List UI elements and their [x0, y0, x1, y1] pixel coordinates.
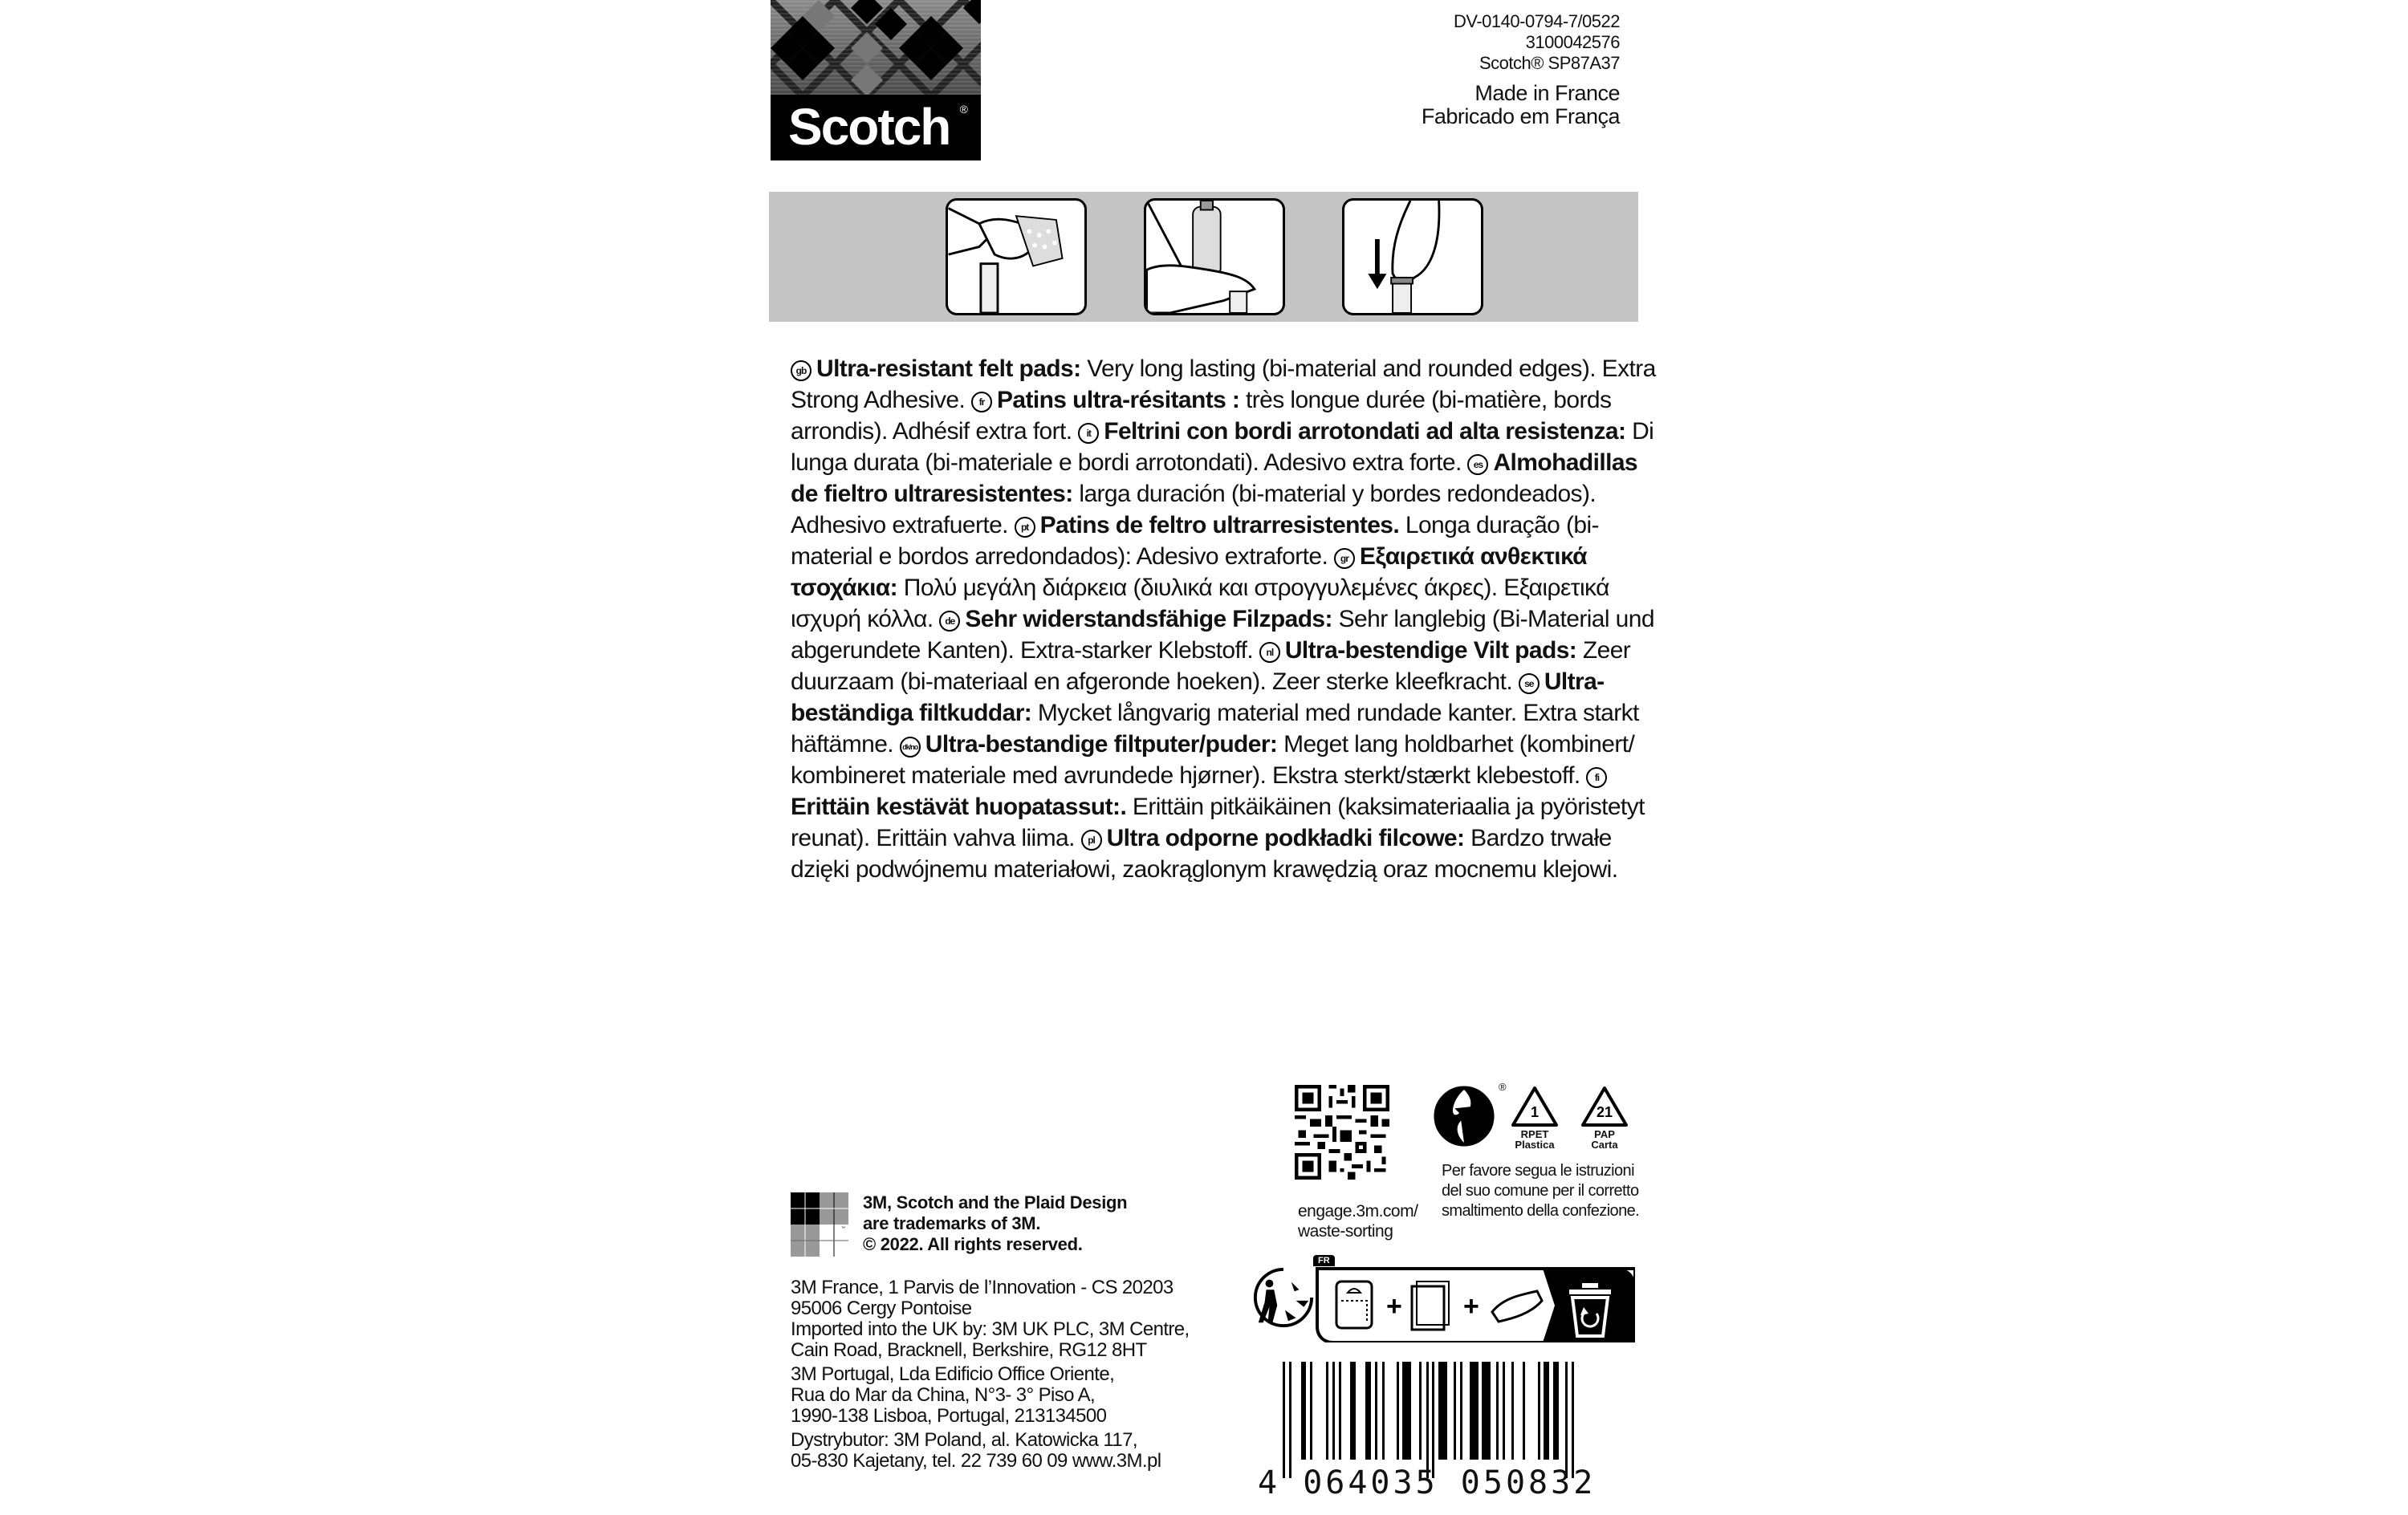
- lang-badge-de: de: [939, 611, 960, 632]
- lang-badge-gb: gb: [791, 360, 811, 381]
- description-dk-no: dk/no Ultra-bestandige filtputer/puder: Meget lang holdbarhet (kombinert/ kombineret materiale med avrundede hjørner). Ekstra sterkt/stærkt klebestoff.: [791, 731, 1635, 789]
- origin-en: Made in France: [1474, 81, 1620, 105]
- description-pl: pl Ultra odporne podkładki filcowe: Bardzo trwałe dzięki podwójnemu materiałowi, zaokrąglonym krawędzią oraz mocnemu klejowi.: [791, 825, 1618, 883]
- lang-badge-dk-no: dk/no: [900, 737, 921, 758]
- plaid-pattern: [771, 0, 981, 95]
- lang-badge-pl: pl: [1081, 830, 1102, 851]
- qr-caption: engage.3m.com/ waste-sorting: [1298, 1202, 1418, 1241]
- scotch-logo: [771, 0, 981, 160]
- lang-badge-se: se: [1519, 673, 1540, 694]
- green-dot-recycling-icon: [1433, 1085, 1495, 1147]
- fr-badge: FR: [1313, 1255, 1335, 1266]
- recycling-instructions: Per favore segua le istruzioni del suo comune per il corretto smaltimento della confezione.: [1442, 1162, 1640, 1220]
- description-fi: fiErittäin kestävät huopatassut:. Erittäin pitkäikäinen (kaksimateriaalia ja pyöristetyt reunat). Erittäin vahva liima.: [791, 762, 1645, 851]
- lang-badge-es: es: [1467, 454, 1488, 475]
- multilingual-description: [791, 353, 1658, 885]
- wipe-leg-with-cloth-icon: [946, 198, 1087, 315]
- description-se: se Ultra-beständiga filtkuddar: Mycket långvarig material med rundade kanter. Extra starkt häftämne.: [791, 668, 1639, 758]
- description-de: de Sehr widerstandsfähige Filzpads: Sehr langlebig (Bi-Material und abgerundete Kanten). Extra-starker Klebstoff.: [791, 606, 1654, 664]
- instruction-band: [769, 192, 1638, 322]
- lang-badge-nl: nl: [1259, 642, 1280, 663]
- address-portugal: 3M Portugal, Lda Edificio Office Oriente, Rua do Mar da China, N°3- 3° Piso A, 1990-138 Lisboa, Portugal, 213134500: [791, 1363, 1115, 1427]
- address-france-uk: 3M France, 1 Parvis de l’Innovation - CS 20203 95006 Cergy Pontoise Imported into the UK by: 3M UK PLC, 3M Centre, Cain Road, Bracknell, Berkshire, RG12 8HT: [791, 1277, 1190, 1361]
- logo-wordmark: Scotch: [788, 98, 950, 156]
- resin-code-pap: 21 PAP Carta: [1578, 1085, 1631, 1150]
- svg-text:1: 1: [1530, 1104, 1540, 1120]
- recycle-triangle-icon: [1580, 1085, 1629, 1129]
- description-es: es Almohadillas de fieltro ultraresistentes: larga duración (bi-material y bordes redondeados). Adhesivo extrafuerte.: [791, 449, 1637, 538]
- origin-pt: Fabricado em França: [1421, 104, 1620, 128]
- barcode-number: 4 064035 050832: [1258, 1464, 1597, 1501]
- address-poland: Dystrybutor: 3M Poland, al. Katowicka 117, 05-830 Kajetany, tel. 22 739 60 09 www.3M.pl: [791, 1429, 1161, 1472]
- svg-text:+: +: [1386, 1291, 1402, 1322]
- product-name: Scotch® SP87A37: [1479, 53, 1620, 73]
- sorting-instruction-box: [1314, 1265, 1635, 1342]
- doc-code: DV-0140-0794-7/0522: [1454, 11, 1620, 31]
- description-gb: gb Ultra-resistant felt pads: Very long lasting (bi-material and rounded edges). Extra Strong Adhesive.: [791, 355, 1656, 413]
- alcohol-cleaning-icon: [1144, 198, 1285, 315]
- press-pad-down-icon: [1342, 198, 1483, 315]
- description-gr: gr Εξαιρετικά ανθεκτικά τσοχάκια: Πολύ μεγάλη διάρκεια (διυλικά και στρογγυλεμένες άκρες). Εξαιρετικά ισχυρή κόλλα.: [791, 543, 1609, 632]
- trademark-line-2: are trademarks of 3M.: [863, 1213, 1041, 1233]
- description-pt: pt Patins de feltro ultrarresistentes. Longa duração (bi-material e bordos arredondados): Adesivo extraforte.: [791, 512, 1599, 570]
- lang-badge-gr: gr: [1334, 548, 1355, 569]
- lang-badge-fr: fr: [971, 392, 992, 412]
- triman-icon: [1252, 1266, 1315, 1329]
- lang-badge-it: it: [1078, 423, 1099, 444]
- product-meta: [1331, 11, 1620, 128]
- trademark-notice: [791, 1192, 1208, 1257]
- copyright-line: © 2022. All rights reserved.: [863, 1234, 1083, 1254]
- svg-text:+: +: [1463, 1291, 1479, 1322]
- article-number: 3100042576: [1525, 32, 1620, 52]
- qr-code[interactable]: [1295, 1085, 1389, 1180]
- resin-code-rpet: 1 RPET Plastica: [1508, 1085, 1561, 1150]
- registered-mark: ®: [959, 103, 968, 116]
- description-it: it Feltrini con bordi arrotondati ad alta resistenza: Di lunga durata (bi-materiale e bordi arrotondati). Adesivo extra forte.: [791, 418, 1654, 476]
- lang-badge-pt: pt: [1015, 517, 1035, 538]
- trademark-line-1: 3M, Scotch and the Plaid Design: [863, 1192, 1128, 1212]
- plaid-design-icon: [791, 1192, 848, 1257]
- description-nl: nl Ultra-bestendige Vilt pads: Zeer duurzaam (bi-materiaal en afgeronde hoeken). Zeer sterke kleefkracht.: [791, 637, 1631, 695]
- svg-text:™: ™: [841, 1226, 845, 1231]
- manufacturer-addresses: [791, 1277, 1240, 1475]
- description-fr: fr Patins ultra-résitants : très longue durée (bi-matière, bords arrondis). Adhésif extra fort.: [791, 387, 1612, 445]
- green-dot-registered: ®: [1499, 1081, 1507, 1093]
- recycle-triangle-icon: [1510, 1085, 1560, 1129]
- svg-text:21: 21: [1596, 1104, 1613, 1120]
- lang-badge-fi: fi: [1586, 767, 1607, 788]
